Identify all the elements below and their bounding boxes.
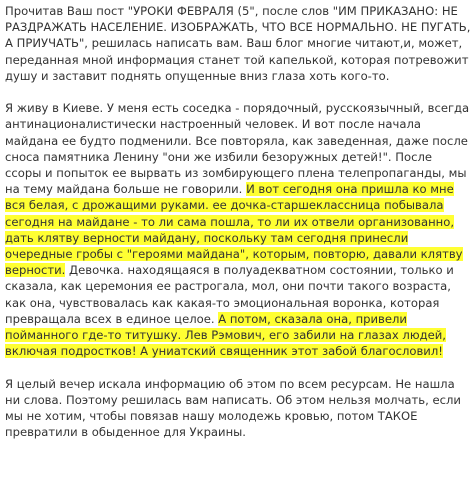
highlighted-text: А потом, сказала она, привели пойманного где-то титушку. Лев Рэмович, его забили на глазах людей, включая подростков! А униатский священник этот забой благословил! [5,311,446,359]
paragraph-closing [5,376,471,441]
paragraph-story [5,100,471,359]
paragraph-text: Я целый вечер искала информацию об этом по всем ресурсам. Не нашла ни слова. Поэтому решилась вам написать. Об этом нельзя молчать, если мы не хотим, чтобы повязав нашу молодежь кровью, потом ТАКОЕ превратили в обыденное для Украины. [5,376,461,440]
paragraph-text: Прочитав Ваш пост "УРОКИ ФЕВРАЛЯ (5", после слов "ИМ ПРИКАЗАНО: НЕ РАЗДРАЖАТЬ НАСЕЛЕНИЕ. ИЗОБРАЖАТЬ, ЧТО ВСЕ НОРМАЛЬНО. НЕ ПУГАТЬ, А ПРИУЧАТЬ", решилась написать вам. Ваш блог многие читают,и, может, переданная мной информация станет той капелькой, которая потревожит душу и заставит поднять опущенные вниз глаза хоть кого-то. [5,4,471,83]
paragraph-text: Я живу в Киеве. У меня есть соседка - порядочный, русскоязычный, всегда антинационалистически настроенный человек. И вот после начала майдана ее будто подменили. Все повторяла, как заведенная, даже после сноса памятника Ленину "они же избили безоружных детей!". После ссоры и попыток ее вырвать из зомбирующего плена телепропаганды, мы на тему майдана больше не говорили. [5,101,470,197]
post-body [5,3,471,457]
paragraph-intro [5,3,471,84]
paragraph-text: Девочка. находящаяся в полуадекватном состоянии, только и сказала, как церемония ее растрогала, мол, они почти такого возраста, как она, чувствовалась как какая-то эмоциональная воронка, которая превращала всех в единое целое. [5,263,454,326]
highlighted-text: И вот сегодня она пришла ко мне вся белая, с дрожащими руками. ее дочка-старшеклассница побывала сегодня на майдане - то ли сама пошла, то ли их отвели организованно, дать клятву верности майдану, поскольку там сегодня принесли очередные гробы с "героями майдана", которым, повторю, давали клятву верности. [5,182,463,278]
